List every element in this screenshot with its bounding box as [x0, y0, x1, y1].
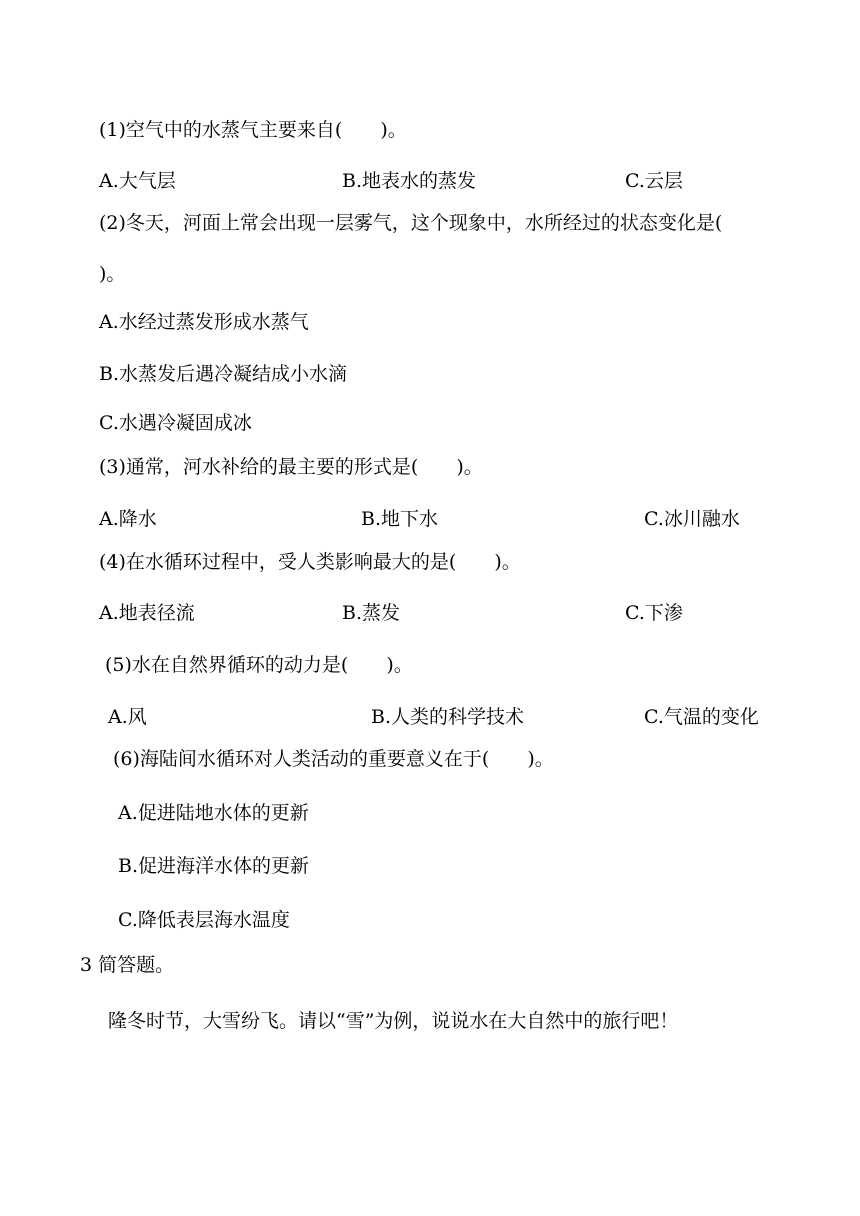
- q6-option-c: C.降低表层海水温度: [118, 909, 290, 931]
- q4-option-c: C.下渗: [625, 602, 683, 624]
- q1-option-c: C.云层: [625, 170, 683, 192]
- q2-option-c: C.水遇冷凝固成冰: [99, 412, 252, 434]
- q4-stem: (4)在水循环过程中，受人类影响最大的是( )。: [99, 551, 521, 573]
- q3-option-c: C.冰川融水: [644, 508, 740, 530]
- q3-stem: (3)通常，河水补给的最主要的形式是( )。: [99, 456, 483, 478]
- q1-option-a: A.大气层: [99, 170, 176, 192]
- q1-stem: (1)空气中的水蒸气主要来自( )。: [99, 119, 407, 141]
- q2-stem-line1: (2)冬天，河面上常会出现一层雾气，这个现象中，水所经过的状态变化是(: [99, 212, 723, 234]
- q3-option-b: B.地下水: [361, 508, 439, 530]
- q1-option-b: B.地表水的蒸发: [342, 170, 477, 192]
- section3-question: 隆冬时节，大雪纷飞。请以“雪”为例，说说水在大自然中的旅行吧！: [108, 1010, 679, 1032]
- q5-option-c: C.气温的变化: [644, 706, 759, 728]
- q5-option-b: B.人类的科学技术: [371, 706, 525, 728]
- q3-option-a: A.降水: [99, 508, 157, 530]
- q6-option-b: B.促进海洋水体的更新: [118, 855, 310, 877]
- q4-option-a: A.地表径流: [99, 602, 195, 624]
- q2-option-b: B.水蒸发后遇冷凝结成小水滴: [99, 363, 348, 385]
- q4-option-b: B.蒸发: [342, 602, 401, 624]
- q2-stem-line2: )。: [99, 263, 126, 285]
- section3-heading: 3 简答题。: [80, 954, 175, 976]
- q6-stem: (6)海陆间水循环对人类活动的重要意义在于( )。: [113, 748, 554, 770]
- q5-option-a: A.风: [108, 706, 147, 728]
- q5-stem: (5)水在自然界循环的动力是( )。: [105, 654, 413, 676]
- q2-option-a: A.水经过蒸发形成水蒸气: [99, 311, 309, 333]
- q6-option-a: A.促进陆地水体的更新: [118, 802, 309, 824]
